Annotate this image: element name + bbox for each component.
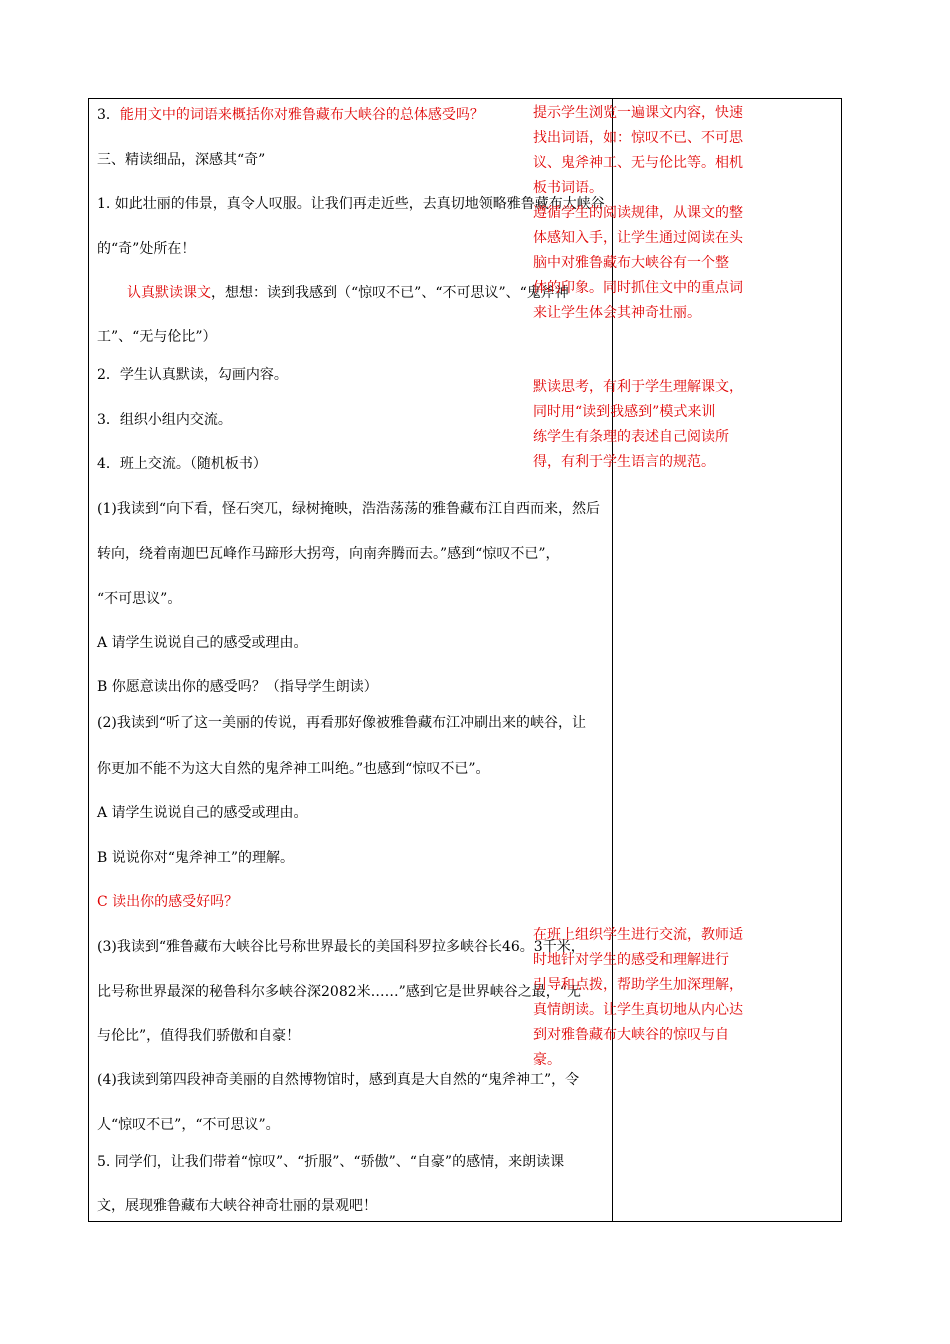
note-line-11: 同时用“读到我感到”模式来训 [533,404,716,420]
left-line-5: 认真默读课文，想想：读到我感到（“惊叹不已”、“不可思议”、“鬼斧神 [127,285,569,301]
left-line-9: 4．班上交流。（随机板书） [97,456,267,472]
left-line-15: (2)我读到“听了这一美丽的传说，再看那好像被雅鲁藏布江冲刷出来的峡谷，让 [97,715,586,731]
left-line-7: 2．学生认真默读，勾画内容。 [97,367,288,383]
note-line-15: 时地针对学生的感受和理解进行 [533,952,729,968]
left-line-8: 3．组织小组内交流。 [97,412,232,428]
note-line-1: 提示学生浏览一遍课文内容，快速 [533,105,743,121]
note-line-16: 引导和点拨，帮助学生加深理解， [533,977,743,993]
note-line-18: 到对雅鲁藏布大峡谷的惊叹与自 [533,1027,729,1043]
left-line-4: 的“奇”处所在！ [97,241,196,257]
note-line-7: 脑中对雅鲁藏布大峡谷有一个整 [533,255,729,271]
left-line-1: 3．能用文中的词语来概括你对雅鲁藏布大峡谷的总体感受吗？ [97,107,484,123]
left-line-6: 工”、“无与伦比”） [97,329,217,345]
note-line-8: 体的印象。同时抓住文中的重点词 [533,280,743,296]
note-line-17: 真情朗读。让学生真切地从内心达 [533,1002,743,1018]
note-line-19: 豪。 [533,1052,561,1068]
left-line-3: 1. 如此壮丽的伟景，真令人叹服。让我们再走近些，去真切地领略雅鲁藏布大峡谷 [97,196,605,212]
left-line-26: 文，展现雅鲁藏布大峡谷神奇壮丽的景观吧！ [97,1198,377,1214]
note-line-12: 练学生有条理的表述自己阅读所 [533,429,729,445]
left-line-17: A 请学生说说自己的感受或理由。 [97,805,308,821]
left-line-24: 人“惊叹不已”，“不可思议”。 [97,1117,280,1133]
note-line-2: 找出词语，如：惊叹不已、不可思 [533,130,743,146]
left-line-13: A 请学生说说自己的感受或理由。 [97,635,308,651]
note-line-5: 遵循学生的阅读规律，从课文的整 [533,205,743,221]
section-heading: 三、精读细品，深感其“奇” [97,152,266,168]
note-line-3: 议、鬼斧神工、无与伦比等。相机 [533,155,743,171]
left-line-19: C 读出你的感受好吗？ [97,894,239,910]
left-line-12: “不可思议”。 [97,591,182,607]
left-line-20: (3)我读到“雅鲁藏布大峡谷比号称世界最长的美国科罗拉多峡谷长46。3千米， [97,939,585,955]
left-line-25: 5. 同学们，让我们带着“惊叹”、“折服”、“骄傲”、“自豪”的感情，来朗读课 [97,1154,565,1170]
left-line-22: 与伦比”，值得我们骄傲和自豪！ [97,1028,301,1044]
left-line-21: 比号称世界最深的秘鲁科尔多峡谷深2082米……”感到它是世界峡谷之最，“无 [97,984,581,1000]
left-line-14: B 你愿意读出你的感受吗？（指导学生朗读） [97,679,378,695]
left-line-11: 转向，绕着南迦巴瓦峰作马蹄形大拐弯，向南奔腾而去。”感到“惊叹不已”， [97,546,560,562]
left-line-23: (4)我读到第四段神奇美丽的自然博物馆时，感到真是大自然的“鬼斧神工”，令 [97,1072,580,1088]
note-line-14: 在班上组织学生进行交流，教师适 [533,927,743,943]
note-line-6: 体感知入手，让学生通过阅读在头 [533,230,743,246]
left-line-16: 你更加不能不为这大自然的鬼斧神工叫绝。”也感到“惊叹不已”。 [97,761,490,777]
note-line-9: 来让学生体会其神奇壮丽。 [533,305,701,321]
note-line-4: 板书词语。 [533,180,603,196]
left-line-10: (1)我读到“向下看，怪石突兀，绿树掩映，浩浩荡荡的雅鲁藏布江自西而来，然后 [97,501,600,517]
note-line-10: 默读思考，有利于学生理解课文， [533,379,743,395]
note-line-13: 得，有利于学生语言的规范。 [533,454,715,470]
left-line-18: B 说说你对“鬼斧神工”的理解。 [97,850,295,866]
